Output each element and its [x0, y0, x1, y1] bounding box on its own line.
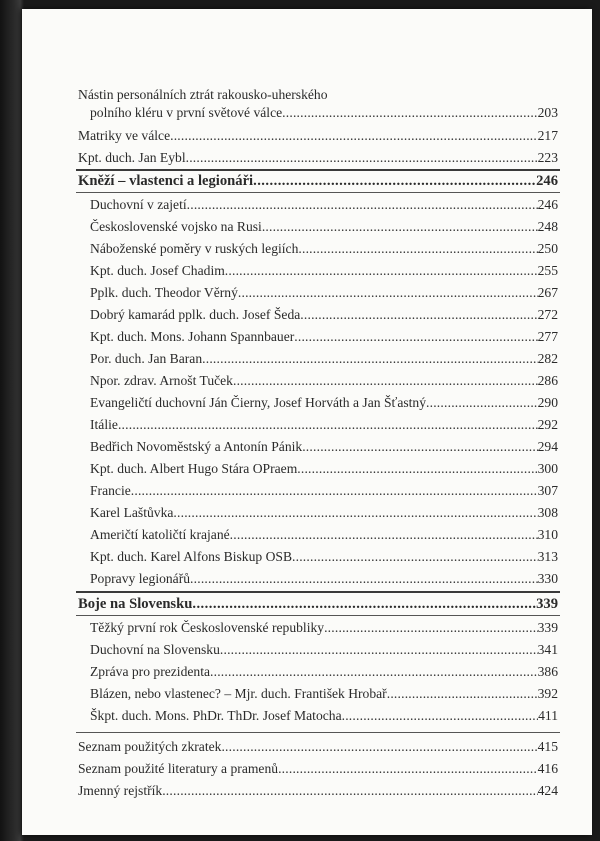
toc-entry[interactable]	[78, 149, 558, 167]
toc-entry-page: 415	[537, 739, 558, 754]
section-divider	[76, 192, 560, 193]
toc-entry[interactable]	[78, 760, 558, 778]
toc-entry-title: Československé vojsko na Rusi	[90, 219, 262, 234]
toc-entry-title: polního kléru v první světové válce	[90, 105, 283, 120]
toc-entry[interactable]	[90, 460, 558, 478]
toc-leader-dots	[233, 372, 538, 390]
toc-leader-dots	[297, 460, 537, 478]
toc-entry[interactable]	[90, 394, 558, 412]
toc-entry[interactable]	[90, 438, 558, 456]
toc-leader-dots	[292, 548, 538, 566]
toc-entry-title: Evangeličtí duchovní Ján Čierny, Josef Horváth a Jan Šťastný	[90, 395, 427, 410]
toc-entry-title: Dobrý kamarád pplk. duch. Josef Šeda	[90, 307, 301, 322]
toc-entry-page: 203	[537, 105, 558, 120]
toc-entry-title: Popravy legionářů	[90, 571, 191, 586]
toc-section-heading[interactable]	[78, 595, 558, 613]
toc-entry-title: Američtí katoličtí krajané	[90, 527, 230, 542]
toc-entry[interactable]	[90, 526, 558, 544]
toc-leader-dots	[230, 526, 538, 544]
toc-entry[interactable]	[90, 218, 558, 236]
toc-entry-title: Jmenný rejstřík	[78, 783, 163, 798]
toc-entry-page: 248	[537, 219, 558, 234]
toc-entry[interactable]	[90, 306, 558, 324]
toc-entry-title: Náboženské poměry v ruských legiích	[90, 241, 299, 256]
toc-entry-page: 411	[538, 708, 558, 723]
toc-section-title: Boje na Slovensku	[78, 596, 193, 612]
toc-entry[interactable]	[90, 482, 558, 500]
section-divider	[76, 732, 560, 733]
toc-entry-title: Nástin personálních ztrát rakousko-uherského	[78, 87, 328, 102]
toc-entry-page: 294	[537, 439, 558, 454]
toc-entry-title: Kpt. duch. Josef Chadim	[90, 263, 225, 278]
toc-entry-title: Škpt. duch. Mons. PhDr. ThDr. Josef Matocha	[90, 708, 342, 723]
book-page	[22, 9, 592, 835]
toc-entry[interactable]	[90, 196, 558, 214]
toc-entry-page: 313	[537, 549, 558, 564]
toc-entry-title: Pplk. duch. Theodor Věrný	[90, 285, 238, 300]
toc-entry[interactable]	[90, 548, 558, 566]
toc-entry-title: Těžký první rok Československé republiky	[90, 620, 325, 635]
toc-leader-dots	[210, 663, 538, 681]
toc-leader-dots	[118, 416, 538, 434]
toc-leader-dots	[190, 570, 538, 588]
toc-leader-dots	[220, 641, 538, 659]
toc-entry-page: 386	[537, 664, 558, 679]
toc-leader-dots	[131, 482, 538, 500]
toc-entry[interactable]	[78, 738, 558, 756]
section-divider	[76, 169, 560, 171]
toc-entry-title: Kpt. duch. Albert Hugo Stára OPraem	[90, 461, 298, 476]
toc-leader-dots	[302, 438, 537, 456]
toc-section-page: 339	[536, 596, 558, 612]
toc-entry-title: Seznam použité literatury a pramenů	[78, 761, 279, 776]
toc-entry[interactable]	[90, 240, 558, 258]
toc-leader-dots	[278, 760, 538, 778]
toc-leader-dots	[282, 104, 537, 122]
toc-leader-dots	[186, 149, 538, 167]
toc-entry[interactable]	[90, 416, 558, 434]
toc-entry-title: Karel Laštůvka	[90, 505, 174, 520]
toc-leader-dots	[262, 218, 538, 236]
toc-entry-continuation[interactable]	[90, 104, 558, 122]
toc-leader-dots	[225, 262, 538, 280]
toc-section-title: Kněží – vlastenci a legionáři	[78, 173, 254, 189]
toc-section-page: 246	[536, 173, 558, 189]
toc-leader-dots	[187, 196, 538, 214]
toc-leader-dots	[324, 619, 538, 637]
toc-leader-dots	[342, 707, 539, 725]
toc-entry-page: 341	[537, 642, 558, 657]
toc-entry-page: 277	[537, 329, 558, 344]
toc-entry-page: 290	[537, 395, 558, 410]
toc-entry-title: Kpt. duch. Jan Eybl	[78, 150, 186, 165]
toc-entry[interactable]	[78, 86, 558, 104]
toc-entry[interactable]	[90, 663, 558, 681]
toc-entry-title: Kpt. duch. Mons. Johann Spannbauer	[90, 329, 295, 344]
toc-entry[interactable]	[78, 127, 558, 145]
toc-entry[interactable]	[90, 350, 558, 368]
toc-entry-page: 282	[537, 351, 558, 366]
toc-entry-page: 255	[537, 263, 558, 278]
toc-entry-page: 300	[537, 461, 558, 476]
toc-entry-page: 310	[537, 527, 558, 542]
toc-entry-page: 339	[537, 620, 558, 635]
toc-entry[interactable]	[90, 570, 558, 588]
toc-entry[interactable]	[90, 707, 558, 725]
toc-entry[interactable]	[90, 504, 558, 522]
toc-entry-page: 217	[537, 128, 558, 143]
toc-entry-page: 307	[537, 483, 558, 498]
toc-entry[interactable]	[90, 284, 558, 302]
section-divider	[76, 615, 560, 616]
toc-entry-title: Por. duch. Jan Baran	[90, 351, 203, 366]
toc-entry[interactable]	[90, 619, 558, 637]
toc-entry-page: 223	[537, 150, 558, 165]
toc-entry-title: Kpt. duch. Karel Alfons Biskup OSB	[90, 549, 293, 564]
toc-entry[interactable]	[90, 641, 558, 659]
toc-leader-dots	[162, 782, 537, 800]
toc-entry[interactable]	[90, 372, 558, 390]
toc-entry-page: 392	[537, 686, 558, 701]
toc-leader-dots	[300, 306, 537, 324]
toc-leader-dots	[238, 284, 538, 302]
toc-entry-title: Npor. zdrav. Arnošt Tuček	[90, 373, 233, 388]
toc-leader-dots	[192, 595, 536, 613]
toc-leader-dots	[294, 328, 537, 346]
toc-entry-title: Bedřich Novoměstský a Antonín Pánik	[90, 439, 303, 454]
toc-entry-page: 250	[537, 241, 558, 256]
toc-entry-page: 267	[537, 285, 558, 300]
toc-entry-page: 272	[537, 307, 558, 322]
toc-entry-title: Zpráva pro prezidenta	[90, 664, 211, 679]
toc-entry-title: Seznam použitých zkratek	[78, 739, 222, 754]
toc-leader-dots	[221, 738, 537, 756]
toc-entry[interactable]	[90, 262, 558, 280]
toc-entry-title: Duchovní na Slovensku	[90, 642, 220, 657]
toc-entry-title: Francie	[90, 483, 131, 498]
toc-entry-page: 308	[537, 505, 558, 520]
toc-entry-page: 416	[537, 761, 558, 776]
toc-entry-title: Itálie	[90, 417, 118, 432]
toc-entry-page: 330	[537, 571, 558, 586]
toc-section-heading[interactable]	[78, 172, 558, 190]
toc-leader-dots	[202, 350, 537, 368]
toc-entry[interactable]	[90, 685, 558, 703]
toc-leader-dots	[173, 504, 537, 522]
toc-leader-dots	[298, 240, 537, 258]
toc-entry-title: Blázen, nebo vlastenec? – Mjr. duch. František Hrobař	[90, 686, 387, 701]
toc-entry-title: Matriky ve válce	[78, 128, 171, 143]
toc-leader-dots	[253, 172, 536, 190]
toc-entry-page: 286	[537, 373, 558, 388]
toc-entry-title: Duchovní v zajetí	[90, 197, 187, 212]
toc-leader-dots	[170, 127, 538, 145]
toc-leader-dots	[426, 394, 538, 412]
toc-entry[interactable]	[78, 782, 558, 800]
toc-entry-page: 424	[537, 783, 558, 798]
toc-entry[interactable]	[90, 328, 558, 346]
section-divider	[76, 591, 560, 593]
toc-entry-page: 292	[537, 417, 558, 432]
toc-entry-page: 246	[537, 197, 558, 212]
toc-leader-dots	[387, 685, 538, 703]
